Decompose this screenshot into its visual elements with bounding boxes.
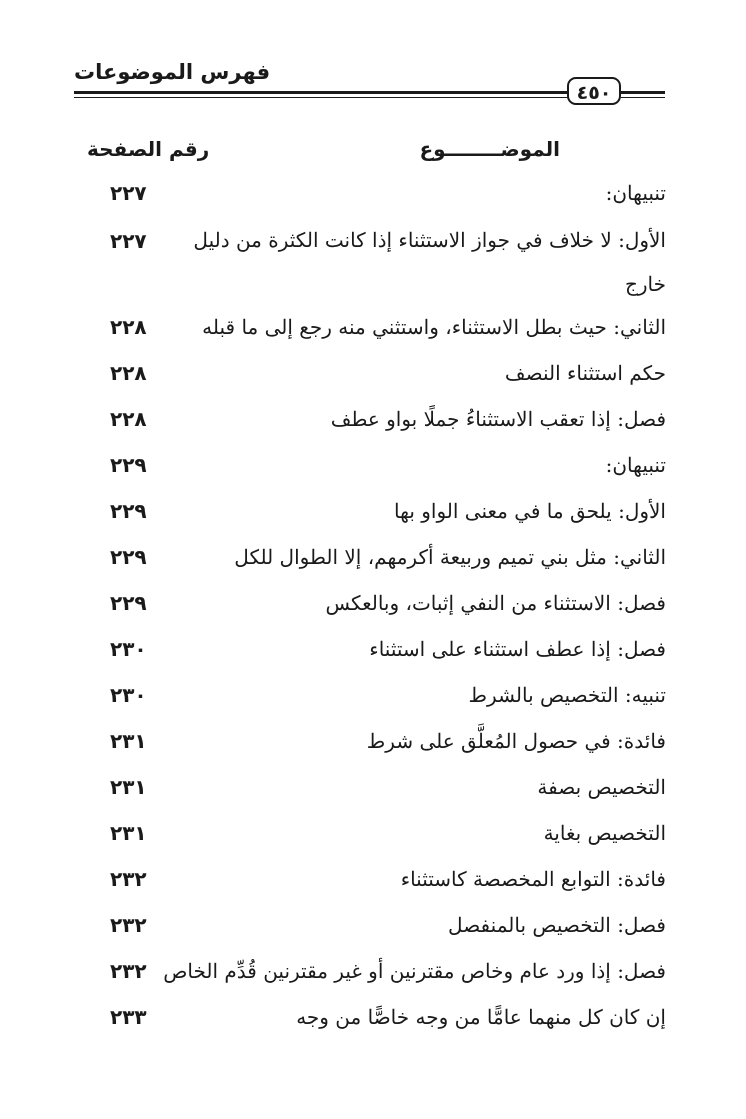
column-header-topic: الموضــــــــوع xyxy=(419,137,560,161)
toc-entry-page: ٢٢٧ xyxy=(110,229,147,253)
toc-entry-page: ٢٢٩ xyxy=(110,545,147,569)
toc-entry-page: ٢٣٣ xyxy=(110,1005,147,1029)
page-number: ٤٥٠ xyxy=(567,77,621,105)
toc-entry-title: الأول: يلحق ما في معنى الواو بها xyxy=(394,499,666,523)
toc-entry-title: فائدة: في حصول المُعلَّق على شرط xyxy=(366,729,666,753)
toc-entry-title: تنبيهان: xyxy=(605,453,666,477)
toc-entry-page: ٢٣٢ xyxy=(110,959,147,983)
column-header-page: رقم الصفحة xyxy=(87,137,210,161)
toc-entry-title: إن كان كل منهما عامًّا من وجه خاصًّا من وجه xyxy=(296,1005,666,1029)
toc-entry-title: فصل: الاستثناء من النفي إثبات، وبالعكس xyxy=(325,591,666,615)
toc-entry-page: ٢٣٠ xyxy=(110,683,147,707)
toc-entry-page: ٢٣١ xyxy=(110,729,147,753)
toc-entry-page: ٢٣١ xyxy=(110,775,147,799)
toc-entry-page: ٢٢٨ xyxy=(110,315,147,339)
toc-entry-page: ٢٢٩ xyxy=(110,499,147,523)
toc-entry-title: فصل: إذا عطف استثناء على استثناء xyxy=(369,637,666,661)
toc-entry-page: ٢٢٩ xyxy=(110,453,147,477)
toc-entry-title: الثاني: مثل بني تميم وربيعة أكرمهم، إلا الطوال للكل xyxy=(234,545,666,569)
toc-entry-page: ٢٣٠ xyxy=(110,637,147,661)
toc-entry-title: التخصيص بصفة xyxy=(537,775,666,799)
toc-entry-title: التخصيص بغاية xyxy=(543,821,666,845)
toc-entry-page: ٢٣١ xyxy=(110,821,147,845)
toc-entry-title: فصل: التخصيص بالمنفصل xyxy=(448,913,666,937)
toc-entry-title: حكم استثناء النصف xyxy=(504,361,666,385)
toc-entry-title: الثاني: حيث بطل الاستثناء، واستثني منه رجع إلى ما قبله xyxy=(202,315,666,339)
toc-entry-page: ٢٣٢ xyxy=(110,913,147,937)
toc-entry-title: فائدة: التوابع المخصصة كاستثناء xyxy=(400,867,666,891)
running-title: فهرس الموضوعات xyxy=(74,60,271,84)
toc-entry-title: الأول: لا خلاف في جواز الاستثناء إذا كانت الكثرة من دليل خارج xyxy=(193,228,666,296)
toc-entry-title: تنبيه: التخصيص بالشرط xyxy=(468,683,666,707)
toc-entry-page: ٢٢٨ xyxy=(110,361,147,385)
toc-entry-page: ٢٢٧ xyxy=(110,181,147,205)
toc-entry-page: ٢٢٨ xyxy=(110,407,147,431)
toc-entry-page: ٢٢٩ xyxy=(110,591,147,615)
toc-entry-title: فصل: إذا ورد عام وخاص مقترنين أو غير مقترنين قُدِّم الخاص xyxy=(163,959,666,983)
toc-entry-title: فصل: إذا تعقب الاستثناءُ جملًا بواو عطف xyxy=(330,407,666,431)
toc-entry-title: تنبيهان: xyxy=(605,181,666,205)
toc-entry-page: ٢٣٢ xyxy=(110,867,147,891)
